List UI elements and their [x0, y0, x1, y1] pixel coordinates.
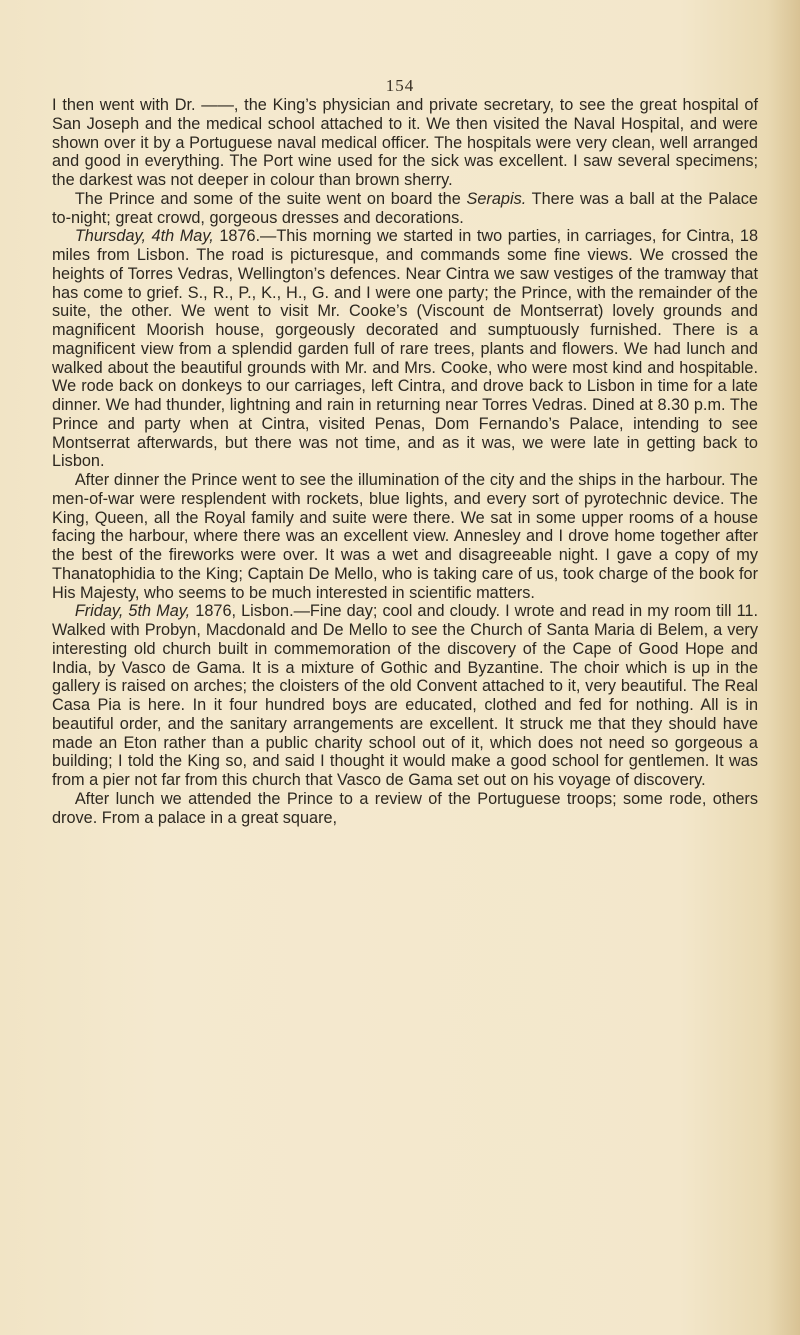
paragraph-belem — [52, 602, 758, 790]
paragraph-rest: 1876, Lisbon.—Fine day; cool and cloudy. I wrote and read in my room till 11. Walked with Probyn, Macdonald and De Mello to see the Church of Santa Maria di Belem, a very interesting old church built in commemoration of the discovery of the Cape of Good Hope and India, by Vasco de Gama. It is a mixture of Gothic and Byzantine. The choir which is up in the gallery is raised on arches; the cloisters of the old Convent attached to it, very beautiful. The Real Casa Pia is here. In it four hundred boys are educated, clothed and fed for nothing. All is in beautiful order, and the sanitary arrangements are excellent. It struck me that they should have made an Eton rather than a public charity school out of it, which does not need so gorgeous a building; I told the King so, and said I thought it would make a good school for gentlemen. It was from a pier not far from this church that Vasco de Gama set out on his voyage of discovery. — [52, 602, 758, 789]
body-text — [52, 96, 758, 827]
paragraph-rest: 1876.—This morning we started in two parties, in carriages, for Cintra, 18 miles from Lisbon. The road is picturesque, and commands some fine views. We crossed the heights of Torres Vedras, Wellington’s defences. Near Cintra we saw vestiges of the tramway that has come to grief. S., R., P., K., H., G. and I were one party; the Prince, with the remainder of the suite, the other. We went to visit Mr. Cooke’s (Viscount de Montserrat) lovely grounds and magnificent Moorish house, gorgeously decorated and sumptuously furnished. There is a magnificent view from a splendid garden full of rare trees, plants and flowers. We had lunch and walked about the beautiful grounds with Mr. and Mrs. Cooke, who were most kind and hospitable. We rode back on donkeys to our carriages, left Cintra, and drove back to Lisbon in time for a late dinner. We had thunder, lightning and rain in returning near Torres Vedras. Dined at 8.30 p.m. The Prince and party when at Cintra, visited Penas, Dom Fernando’s Palace, intending to see Montserrat afterwards, but there was not time, and as it was, we were late in getting back to Lisbon. — [52, 227, 759, 471]
entry-date: Thursday, 4th May, — [74, 227, 214, 246]
paragraph-illumination: After dinner the Prince went to see the illumination of the city and the ships in the harbour. The men-of-war were resplendent with rockets, blue lights, and every sort of pyrotechnic device. The King, Queen, all the Royal family and suite were there. We sat in some upper rooms of a house facing the harbour, where there was an excellent view. Annesley and I drove home together after the best of the fireworks were over. It was a wet and disagreeable night. I gave a copy of my Thanatophidia to the King; Captain De Mello, who is taking care of us, took charge of the book for His Majesty, who seems to be much interested in scientific matters. — [52, 471, 758, 602]
entry-date: Friday, 5th May, — [74, 602, 191, 621]
paragraph-lead: The Prince and some of the suite went on board the — [74, 189, 467, 208]
paragraph-rest: There was a ball at the Palace to-night; great crowd, gorgeous dresses and decorations. — [52, 189, 758, 227]
page-number: 154 — [385, 76, 415, 95]
paragraph-serapis — [52, 190, 758, 228]
paragraph-cintra-trip — [52, 227, 758, 471]
ship-name: Serapis. — [466, 189, 527, 208]
paragraph-review: After lunch we attended the Prince to a review of the Portuguese troops; some rode, others drove. From a palace in a great square, — [52, 789, 758, 827]
paragraph-hospital-visit: I then went with Dr. ——, the King’s physician and private secretary, to see the great hospital of San Joseph and the medical school attached to it. We then visited the Naval Hospital, and were shown over it by a Portuguese naval medical officer. The hospitals were very clean, well arranged and good in everything. The Port wine used for the sick was excellent. I saw several specimens; the darkest was not deeper in colour than brown sherry. — [52, 96, 758, 189]
